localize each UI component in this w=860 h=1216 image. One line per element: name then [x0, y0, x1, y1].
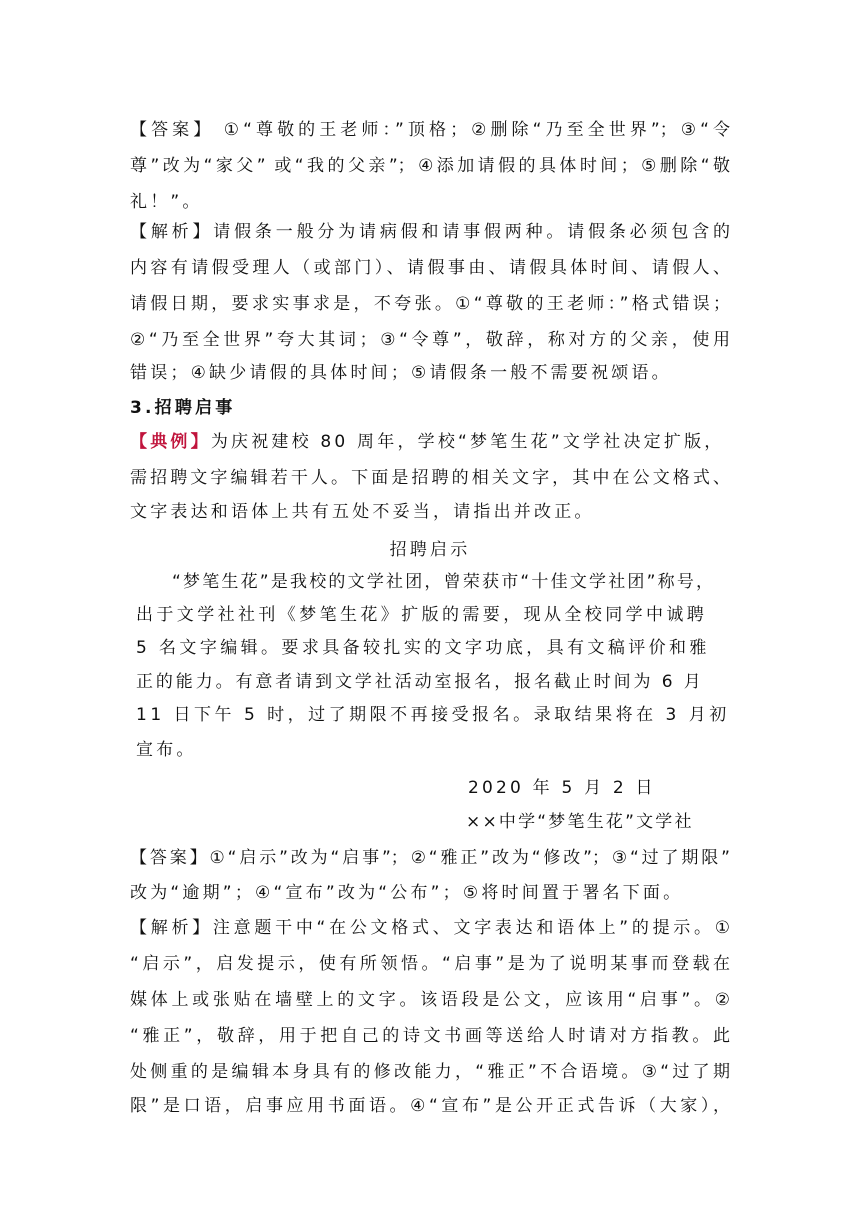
- analysis2-line-3: 媒体上或张贴在墙壁上的文字。该语段是公文，应该用“启事”。②: [130, 990, 730, 1010]
- notice-line-6: 宣布。: [136, 740, 197, 760]
- answer-line-1: 【答案】 ①“尊敬的王老师：”顶格；②删除“乃至全世界”；③“令: [130, 120, 730, 140]
- analysis-line-3: 请假日期，要求实事求是，不夸张。①“尊敬的王老师：”格式错误；: [130, 294, 730, 314]
- example-text: 为庆祝建校 80 周年，学校“梦笔生花”文学社决定扩版，: [210, 432, 725, 452]
- analysis2-line-1: 【解析】注意题干中“在公文格式、文字表达和语体上”的提示。①: [130, 918, 730, 938]
- analysis-line-4: ②“乃至全世界”夸大其词；③“令尊”，敬辞，称对方的父亲，使用: [130, 330, 730, 350]
- notice-date: 2020 年 5 月 2 日: [468, 778, 656, 798]
- analysis2-line-6: 限”是口语，启事应用书面语。④“宣布”是公开正式告诉（大家），: [130, 1096, 730, 1116]
- notice-line-3: 5 名文字编辑。要求具备较扎实的文字功底，具有文稿评价和雅: [136, 638, 710, 658]
- notice-line-1: “梦笔生花”是我校的文学社团，曾荣获市“十佳文学社团”称号，: [172, 572, 716, 592]
- analysis2-line-5: 处侧重的是编辑本身具有的修改能力，“雅正”不合语境。③“过了期: [130, 1062, 730, 1082]
- notice-line-5: 11 日下午 5 时，过了期限不再接受报名。录取结果将在 3 月初: [136, 705, 730, 725]
- analysis-line-2: 内容有请假受理人（或部门）、请假事由、请假具体时间、请假人、: [130, 258, 730, 278]
- analysis-line-5: 错误；④缺少请假的具体时间；⑤请假条一般不需要祝颂语。: [130, 363, 672, 383]
- section-heading: 3.招聘启事: [130, 398, 236, 418]
- notice-title: 招聘启示: [389, 540, 471, 560]
- answer-line-3: 礼！”。: [130, 192, 203, 212]
- answer-line-2: 尊”改为“家父” 或“我的父亲”；④添加请假的具体时间；⑤删除“敬: [130, 156, 730, 176]
- notice-signature: ××中学“梦笔生花”文学社: [466, 812, 694, 832]
- answer2-line-2: 改为“逾期”；④“宣布”改为“公布”；⑤将时间置于署名下面。: [130, 883, 684, 903]
- example-line-1: [130, 424, 730, 460]
- example-label: 【典例】: [130, 432, 211, 452]
- notice-line-2: 出于文学社社刊《梦笔生花》扩版的需要，现从全校同学中诚聘: [136, 605, 708, 625]
- example-line-3: 文字表达和语体上共有五处不妥当，请指出并改正。: [130, 502, 595, 522]
- analysis-line-1: 【解析】请假条一般分为请病假和请事假两种。请假条必须包含的: [130, 222, 730, 242]
- answer2-line-1: 【答案】①“启示”改为“启事”；②“雅正”改为“修改”；③“过了期限”: [130, 848, 730, 868]
- example-line-2: 需招聘文字编辑若干人。下面是招聘的相关文字，其中在公文格式、: [130, 468, 730, 488]
- notice-line-4: 正的能力。有意者请到文学社活动室报名，报名截止时间为 6 月: [136, 672, 704, 692]
- analysis2-line-2: “启示”，启发提示，使有所领悟。“启事”是为了说明某事而登载在: [130, 954, 730, 974]
- analysis2-line-4: “雅正”，敬辞，用于把自己的诗文书画等送给人时请对方指教。此: [130, 1026, 730, 1046]
